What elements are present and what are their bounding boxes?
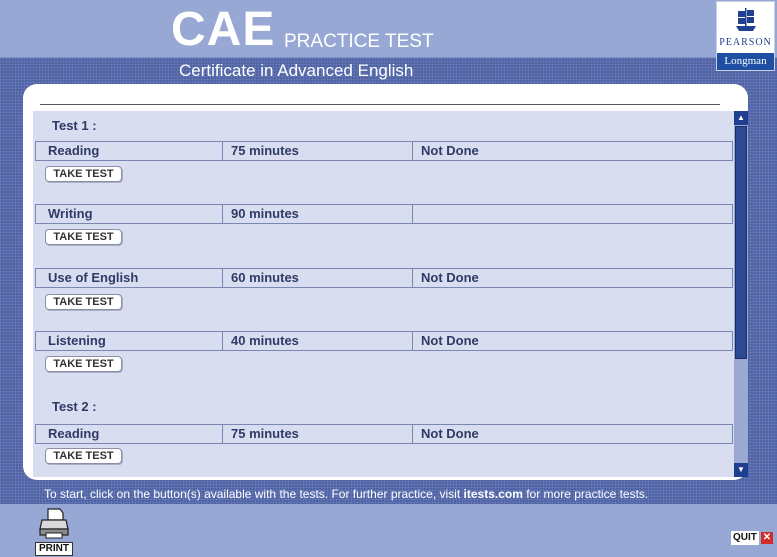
instructions-after: for more practice tests. — [522, 487, 649, 501]
section-status: Not Done — [412, 269, 734, 287]
scroll-thumb[interactable] — [735, 126, 747, 359]
section-name: Listening — [48, 333, 106, 348]
pearson-longman-logo — [716, 1, 775, 71]
test-list — [33, 111, 734, 477]
take-test-button[interactable]: TAKE TEST — [45, 229, 122, 245]
section-status: Not Done — [412, 142, 734, 160]
table-row — [35, 141, 733, 161]
close-icon: ✕ — [762, 532, 772, 543]
instructions-before: To start, click on the button(s) available with the tests. For further practice, visit — [44, 487, 464, 501]
vertical-scrollbar[interactable] — [734, 111, 748, 477]
table-row — [35, 204, 733, 224]
brand-subtitle: PRACTICE TEST — [284, 31, 434, 52]
instructions-text — [44, 487, 648, 501]
page-subtitle: Certificate in Advanced English — [179, 61, 414, 80]
section-duration: 75 minutes — [222, 142, 408, 160]
scroll-down-arrow-icon[interactable]: ▼ — [734, 463, 748, 477]
test-heading-2: Test 2 : — [52, 399, 97, 414]
table-row — [35, 331, 733, 351]
logo-pearson-text: PEARSON — [719, 37, 772, 48]
logo-longman-text: Longman — [717, 53, 774, 70]
ship-icon — [735, 8, 757, 32]
quit-label: QUIT — [733, 532, 757, 543]
section-duration: 60 minutes — [222, 269, 408, 287]
print-button[interactable] — [35, 505, 73, 555]
print-label: PRINT — [35, 542, 73, 556]
section-name: Writing — [48, 206, 93, 221]
section-name: Reading — [48, 426, 100, 441]
section-status: Not Done — [412, 332, 734, 350]
footer-band — [0, 504, 777, 557]
table-row — [35, 424, 733, 444]
take-test-button[interactable]: TAKE TEST — [45, 448, 122, 464]
section-name: Reading — [48, 143, 100, 158]
scroll-up-arrow-icon[interactable]: ▲ — [734, 111, 748, 125]
panel-divider — [40, 104, 720, 105]
take-test-button[interactable]: TAKE TEST — [45, 166, 122, 182]
take-test-button[interactable]: TAKE TEST — [45, 356, 122, 372]
itests-link[interactable]: itests.com — [463, 487, 523, 501]
take-test-button[interactable]: TAKE TEST — [45, 294, 122, 310]
printer-icon — [39, 507, 69, 539]
table-row — [35, 268, 733, 288]
test-heading-1: Test 1 : — [52, 118, 97, 133]
section-status — [412, 205, 734, 223]
section-duration: 90 minutes — [222, 205, 408, 223]
section-duration: 40 minutes — [222, 332, 408, 350]
section-duration: 75 minutes — [222, 425, 408, 443]
section-name: Use of English — [48, 270, 139, 285]
quit-button[interactable] — [731, 531, 774, 545]
brand-title: CAE — [171, 3, 276, 56]
section-status: Not Done — [412, 425, 734, 443]
